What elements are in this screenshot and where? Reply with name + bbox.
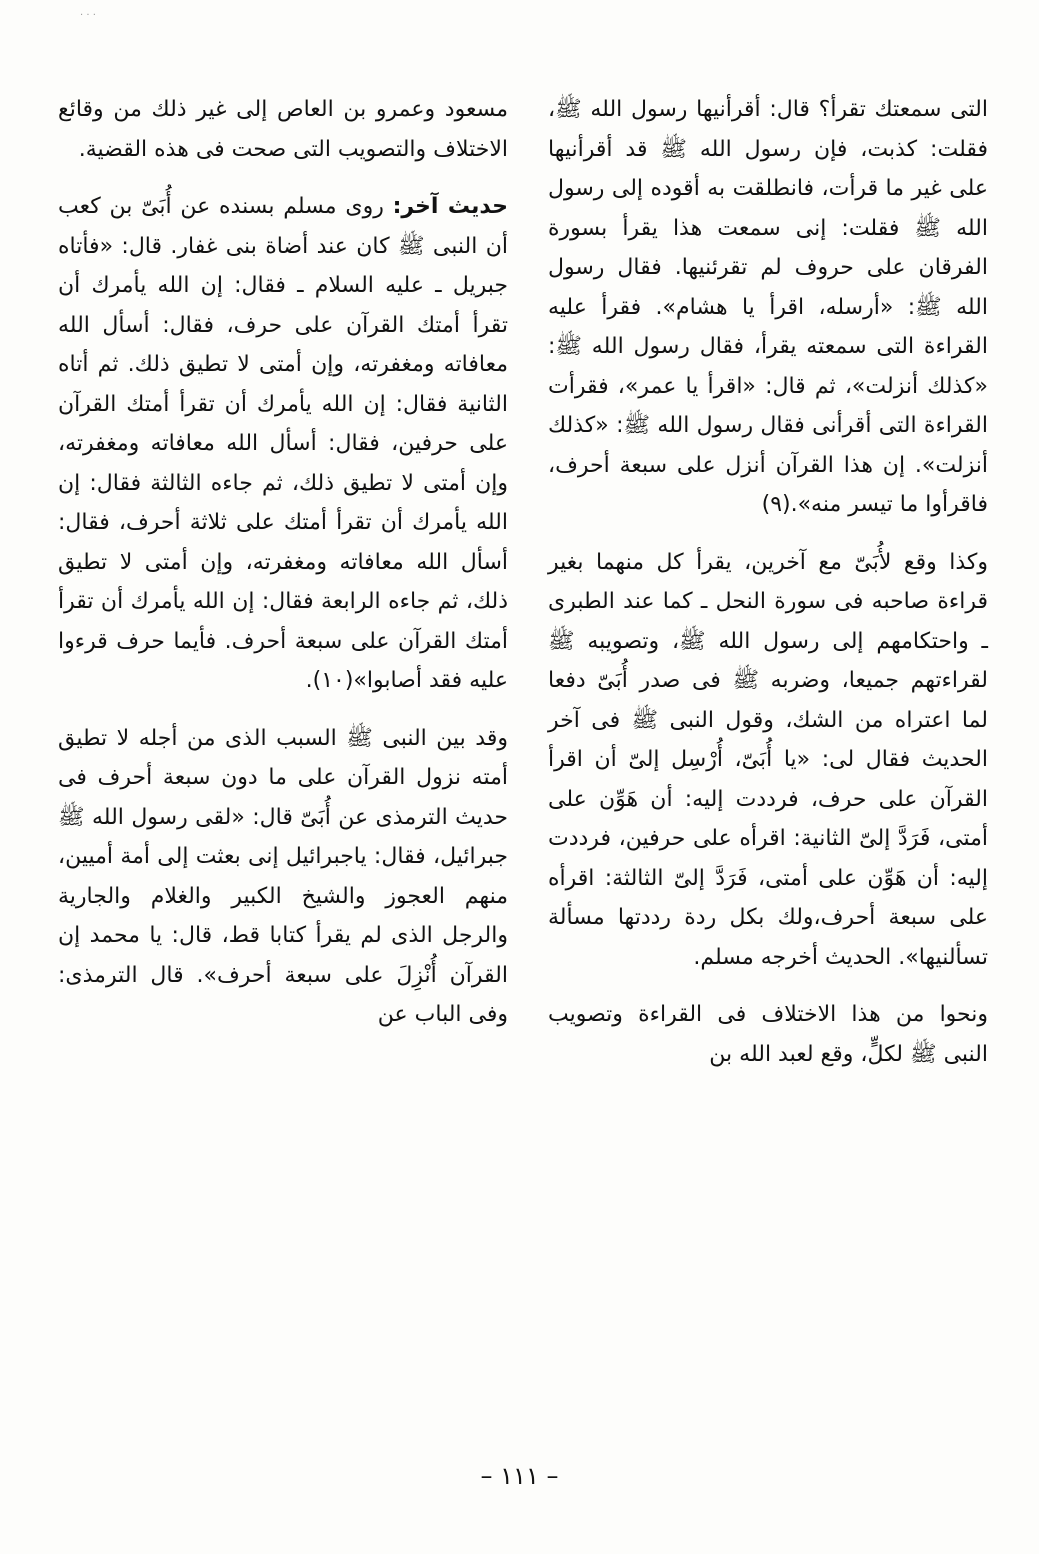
scan-specks: · · · — [80, 10, 96, 21]
left-paragraph-2 — [58, 187, 508, 701]
right-paragraph-3: ونحوا من هذا الاختلاف فى القراءة وتصويب النبى ﷺ لكلٍّ، وقع لعبد الله بن — [548, 1002, 988, 1067]
page-number: – ١١١ – — [480, 1462, 559, 1490]
right-paragraph-1: التى سمعتك تقرأ؟ قال: أقرأنيها رسول الله ﷺ، فقلت: كذبت، فإن رسول الله ﷺ قد أقرأنيها على غير ما قرأت، فانطلقت به أقوده إلى رسول الله ﷺ فقلت: إنى سمعت هذا يقرأ بسورة الفرقان على حروف لم تقرئنيها. فقال رسول الله ﷺ: «أرسله، اقرأ يا هشام». فقرأ عليه القراءة التى سمعته يقرأ، فقال رسول الله ﷺ: «كذلك أنزلت»، ثم قال: «اقرأ يا عمر»، فقرأت القراءة التى أقرأنى فقال رسول الله ﷺ: «كذلك أنزلت». إن هذا القرآن أنزل على سبعة أحرف، فاقرأوا ما تيسر منه».(٩) — [548, 97, 988, 517]
right-column — [548, 90, 988, 1074]
right-paragraph-2: وكذا وقع لأُبَىّ مع آخرين، يقرأ كل منهما بغير قراءة صاحبه فى سورة النحل ـ كما عند الطبرى ـ واحتكامهم إلى رسول الله ﷺ، وتصويبه ﷺ لقراءتهم جميعا، وضربه ﷺ فى صدر أُبَىّ دفعا لما اعتراه من الشك، وقول النبى ﷺ فى آخر الحديث فقال لى: «يا أُبَىّ، أُرْسِل إلىّ أن اقرأ القرآن على حرف، فرددت إليه: أن هَوِّن على أمتى، فَرَدَّ إلىّ الثانية: اقرأه على حرفين، فرددت إليه: أن هَوِّن على أمتى، فَرَدَّ إلىّ الثالثة: اقرأه على سبعة أحرف،ولك بكل ردة رددتها مسألة تسألنيها». الحديث أخرجه مسلم. — [548, 549, 988, 970]
left-paragraph-3: وقد بين النبى ﷺ السبب الذى من أجله لا تطيق أمته نزول القرآن على ما دون سبعة أحرف فى حديث الترمذى عن أُبَىّ قال: «لقى رسول الله ﷺ جبرائيل، فقال: ياجبرائيل إنى بعثت إلى أمة أميين، منهم العجوز والشيخ الكبير والغلام والجارية والرجل الذى لم يقرأ كتابا قط، قال: يا محمد إن القرآن أُنْزِلَ على سبعة أحرف». قال الترمذى: وفى الباب عن — [58, 725, 508, 1027]
left-paragraph-1: مسعود وعمرو بن العاص إلى غير ذلك من وقائع الاختلاف والتصويب التى صحت فى هذه القضية. — [58, 97, 508, 162]
left-column — [58, 90, 508, 1035]
left-paragraph-2-body: روى مسلم بسنده عن أُبَىّ بن كعب أن النبى ﷺ كان عند أضاة بنى غفار. قال: «فأتاه جبريل ـ عليه السلام ـ فقال: إن الله يأمرك أن تقرأ أمتك القرآن على حرف، فقال: أسأل الله معافاته ومغفرته، وإن أمتى لا تطيق ذلك. ثم أتاه الثانية فقال: إن الله يأمرك أن تقرأ أمتك القرآن على حرفين، فقال: أسأل الله معافاته ومغفرته، وإن أمتى لا تطيق ذلك، ثم جاءه الثالثة فقال: إن الله يأمرك أن تقرأ أمتك على ثلاثة أحرف، فقال: أسأل الله معافاته ومغفرته، وإن أمتى لا تطيق ذلك، ثم جاءه الرابعة فقال: إن الله يأمرك أن تقرأ أمتك القرآن على سبعة أحرف. فأيما حرف قرءوا عليه فقد أصابوا»(١٠). — [58, 194, 508, 693]
hadith-heading: حديث آخر: — [392, 194, 508, 219]
